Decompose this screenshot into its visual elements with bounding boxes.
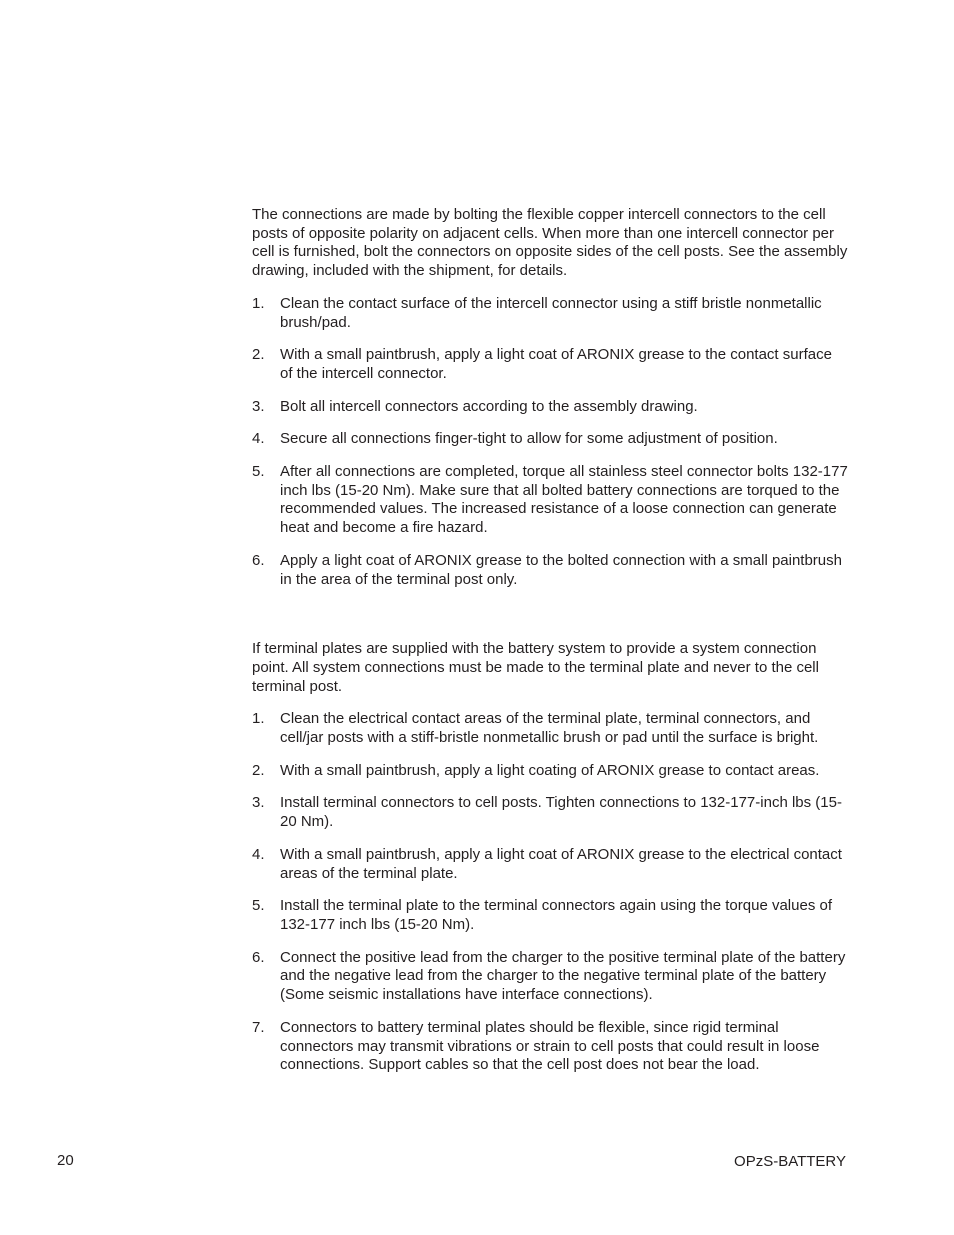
intercell-intro-paragraph: The connections are made by bolting the flexible copper intercell connectors to the cell posts of opposite polarity on adjacent cells. When more than one intercell connector per cell is furnished, bolt the connectors on opposite sides of the cell posts. See the assembly drawing, included with the shipment, for details. xyxy=(252,206,848,280)
step-text: Connectors to battery terminal plates should be flexible, since rigid terminal connectors may transmit vibrations or strain to cell posts that could result in loose connections. Support cables so that the cell post does not bear the load. xyxy=(280,1018,820,1074)
step-text: Connect the positive lead from the charger to the positive terminal plate of the battery and the negative lead from the charger to the negative terminal plate of the battery (Some seismic installations have interface connections). xyxy=(280,948,846,1004)
step-text: Install terminal connectors to cell posts. Tighten connections to 132-177-inch lbs (15-20 Nm). xyxy=(280,794,842,831)
list-item xyxy=(252,346,848,383)
footer-document-title: OPzS-BATTERY xyxy=(734,1153,846,1170)
step-number: 5. xyxy=(252,463,265,481)
step-number: 2. xyxy=(252,761,265,779)
list-item xyxy=(252,794,848,831)
list-item xyxy=(252,552,848,589)
step-number: 1. xyxy=(252,710,265,728)
step-text: Clean the electrical contact areas of the terminal plate, terminal connectors, and cell/jar posts with a stiff-bristle nonmetallic brush or pad until the surface is bright. xyxy=(280,710,819,747)
step-number: 7. xyxy=(252,1018,265,1036)
step-number: 3. xyxy=(252,397,265,415)
list-item xyxy=(252,710,848,747)
step-text: With a small paintbrush, apply a light coat of ARONIX grease to the electrical contact areas of the terminal plate. xyxy=(280,845,842,882)
list-item xyxy=(252,949,848,1005)
list-item xyxy=(252,295,848,332)
intercell-steps-list xyxy=(252,295,848,589)
step-text: With a small paintbrush, apply a light coat of ARONIX grease to the contact surface of the intercell connector. xyxy=(280,346,832,382)
step-number: 2. xyxy=(252,346,265,364)
terminal-plate-steps-list xyxy=(252,710,848,1075)
list-item xyxy=(252,398,848,417)
step-text: Bolt all intercell connectors according to the assembly drawing. xyxy=(280,397,698,415)
step-text: After all connections are completed, torque all stainless steel connector bolts 132-177 inch lbs (15-20 Nm). Make sure that all bolted battery connections are torqued to the recommended values. The increased resistance of a loose connection can generate heat and become a fire hazard. xyxy=(280,463,848,537)
step-number: 6. xyxy=(252,948,265,966)
list-item xyxy=(252,430,848,449)
step-text: Install the terminal plate to the terminal connectors again using the torque values of 132-177 inch lbs (15-20 Nm). xyxy=(280,897,832,933)
step-text: With a small paintbrush, apply a light coating of ARONIX grease to contact areas. xyxy=(280,761,820,779)
step-number: 3. xyxy=(252,794,265,812)
step-number: 4. xyxy=(252,845,265,863)
terminal-plate-intro-paragraph: If terminal plates are supplied with the battery system to provide a system connection point. All system connections must be made to the terminal plate and never to the cell terminal post. xyxy=(252,640,819,695)
page-number: 20 xyxy=(57,1152,74,1169)
step-number: 6. xyxy=(252,551,265,569)
list-item xyxy=(252,846,848,883)
step-number: 1. xyxy=(252,294,265,312)
step-text: Clean the contact surface of the intercell connector using a stiff bristle nonmetallic brush/pad. xyxy=(280,294,822,331)
step-number: 5. xyxy=(252,897,265,915)
step-text: Apply a light coat of ARONIX grease to the bolted connection with a small paintbrush in the area of the terminal post only. xyxy=(280,551,842,588)
list-item xyxy=(252,762,848,781)
list-item xyxy=(252,897,848,934)
step-number: 4. xyxy=(252,430,265,448)
step-text: Secure all connections finger-tight to allow for some adjustment of position. xyxy=(280,430,778,448)
page-content xyxy=(252,206,848,1075)
list-item xyxy=(252,463,848,538)
list-item xyxy=(252,1019,848,1075)
